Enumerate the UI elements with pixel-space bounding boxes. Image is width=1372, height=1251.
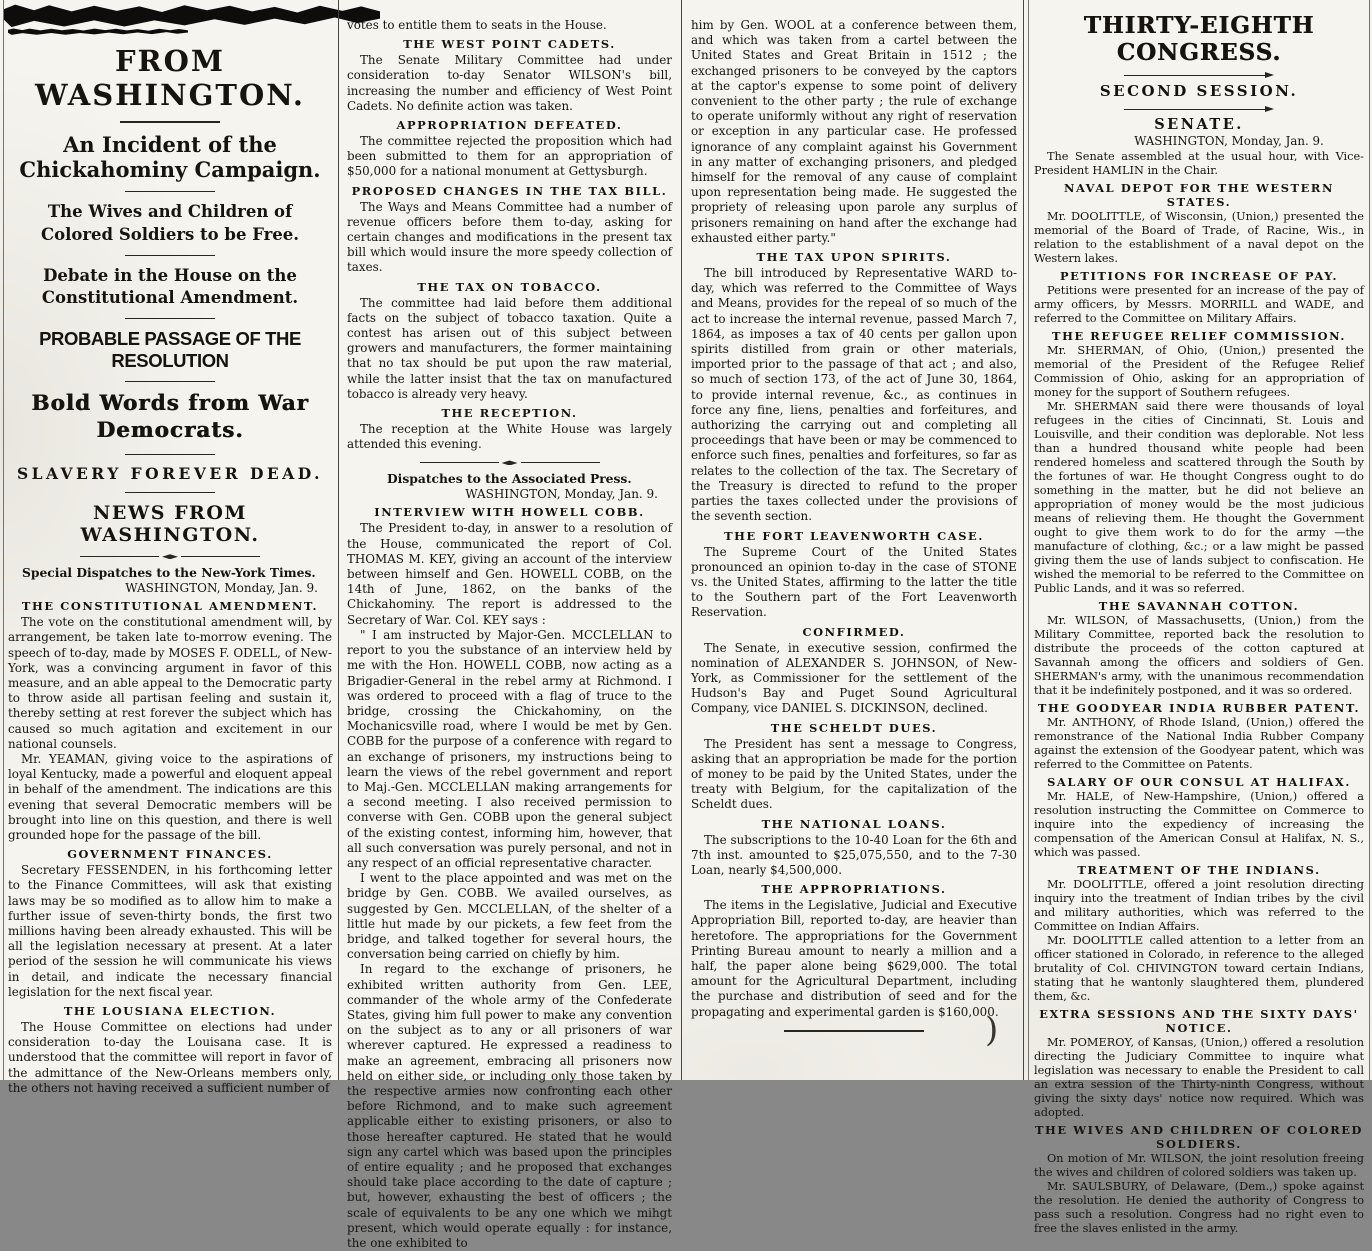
- diamond-rule: [80, 554, 260, 559]
- article-paragraph: The subscriptions to the 10-40 Loan for the 6th and 7th inst. amounted to $25,075,550, and to the 7-30 Loan, nearly $4,500,000.: [691, 832, 1017, 877]
- column-divider-2: [681, 0, 682, 1080]
- masthead-chamber: SENATE.: [1154, 116, 1244, 133]
- column-divider-1: [338, 0, 339, 1080]
- section-heading: TREATMENT OF THE INDIANS.: [1077, 863, 1321, 877]
- article-paragraph: I went to the place appointed and was met on the bridge by Gen. COBB. We availed ourselves, as suggested by Gen. MCCLELLAN, of the shelter of a little hut made by our pickets, a few feet from the bridge, and talked together for several hours, the conversation being carried on chiefly by him.: [347, 871, 672, 962]
- article-paragraph: him by Gen. WOOL at a conference between them, and which was taken from a cartel between the United States and Great Britain in 1512 ; the exchanged prisoners to be conveyed by the captors at the captor's expense to some point of delivery convenient to the other party ; the rule of exchange to operate uniformly without any right of reservation or exception in any particular case. He professed ignorance of any complaint against his Government in any matter of exchanging prisoners, and pledged himself for the removal of any cause of complaint upon representation being made. He suggested the propriety of releasing upon parole any surplus of prisoners remaining on hand after the exchange had exhausted either party.": [691, 18, 1017, 245]
- article-paragraph: The President to-day, in answer to a resolution of the House, communicated the report of Col. THOMAS M. KEY, giving an account of the interview between himself and Gen. HOWELL COBB, on the 14th of June, 1862, on the banks of the Chickahominy. The report is addressed to the Secretary of War. Col. KEY says :: [347, 521, 672, 627]
- dateline: WASHINGTON, Monday, Jan. 9.: [125, 581, 318, 596]
- article-paragraph: In regard to the exchange of prisoners, he exhibited written authority from Gen. LEE, commander of the whole army of the Confederate States, giving him full power to make any convention on the subject as to any or all prisoners of war wherever captured. He expressed a readiness to make an agreement, embracing all prisoners now held on either side, or including only those taken by the respective armies now confronting each other before Richmond, and to make such agreement applicable either to existing prisoners, or also to those hereafter captured. He stated that he would sign any cartel which was based upon the principles of entire equality ; and he proposed that exchanges should take place according to the date of capture ; but, however, exhausting the best of officers ; the scale of equivalents to be any one which we mihgt present, which would operate equally : for instance, the one exhibited to: [347, 962, 672, 1251]
- article-paragraph: Mr. YEAMAN, giving voice to the aspirations of loyal Kentucky, made a powerful and eloquent appeal in behalf of the amendment. The indications are this evening that several Democratic members will be brought into line on this question, and there is well grounded hope for the passage of the bill.: [8, 752, 332, 843]
- article-end-rule: [784, 1030, 924, 1032]
- column-4: [1034, 0, 1364, 1235]
- arrow-rule: [1124, 72, 1274, 78]
- column-1-articles: [8, 599, 332, 1096]
- headline-sub-2: The Wives and Children of Colored Soldiers to be Free.: [40, 202, 300, 244]
- decorative-rule: [125, 492, 215, 493]
- headline-sub-3: Debate in the House on the Constitutional Amendment.: [41, 265, 299, 308]
- column-3: [691, 0, 1017, 1080]
- section-heading: THE TAX UPON SPIRITS.: [756, 250, 952, 265]
- section-heading: SALARY OF OUR CONSUL AT HALIFAX.: [1047, 775, 1351, 789]
- article-paragraph: On motion of Mr. WILSON, the joint resolution freeing the wives and children of colored soldiers was taken up.: [1034, 1152, 1364, 1179]
- article-paragraph: votes to entitle them to seats in the House.: [347, 18, 607, 32]
- stray-scan-mark: ): [985, 1010, 999, 1050]
- arrow-icon: [1265, 72, 1274, 78]
- section-heading: PROPOSED CHANGES IN THE TAX BILL.: [351, 183, 668, 198]
- decorative-rule: [125, 255, 215, 256]
- arrow-rule: [1124, 106, 1274, 112]
- section-heading: THE REFUGEE RELIEF COMMISSION.: [1052, 329, 1346, 343]
- section-heading: GOVERNMENT FINANCES.: [67, 847, 273, 862]
- section-heading: THE APPROPRIATIONS.: [761, 882, 947, 897]
- section-heading: EXTRA SESSIONS AND THE SIXTY DAYS' NOTICE.: [1039, 1007, 1359, 1035]
- decorative-rule: [125, 381, 215, 382]
- section-heading: THE WIVES AND CHILDREN OF COLORED SOLDIERS.: [1034, 1123, 1364, 1151]
- section-heading: THE TAX ON TOBACCO.: [417, 279, 602, 294]
- page-right-edge-rule: [1369, 0, 1370, 1080]
- article-paragraph: Mr. HALE, of New-Hampshire, (Union,) offered a resolution instructing the Committee on Commerce to inquire into the expediency of increasing the compensation of the American Consul at Halifax, N. S., which was passed.: [1034, 790, 1364, 859]
- article-paragraph: The items in the Legislative, Judicial and Executive Appropriation Bill, reported to-day, are heavier than heretofore. The appropriations for the Government Printing Bureau amount to nearly a million and a half, the paper alone being $629,000. The total amount for the Agricultural Department, including the purchase and distribution of seed and for the propagating and experimental garden is $160,000.: [691, 898, 1017, 1019]
- page-left-edge-rule: [3, 0, 4, 1080]
- headline-sub-7: NEWS FROM WASHINGTON.: [80, 502, 260, 547]
- article-paragraph: The Supreme Court of the United States pronounced an opinion to-day in the case of STONE vs. the United States, affirming to the latter the title to the Southern part of the Fort Leavenworth Reservation.: [691, 544, 1017, 620]
- ap-dateline: WASHINGTON, Monday, Jan. 9.: [465, 487, 658, 502]
- section-heading: THE GOODYEAR INDIA RUBBER PATENT.: [1037, 701, 1361, 715]
- headline-sub-1: An Incident of the Chickahominy Campaign.: [19, 132, 321, 183]
- section-heading: THE SCHELDT DUES.: [770, 720, 938, 735]
- masthead-session: SECOND SESSION.: [1099, 82, 1299, 100]
- headline-sub-6: SLAVERY FOREVER DEAD.: [16, 464, 324, 484]
- section-heading: THE CONSTITUTIONAL AMENDMENT.: [21, 599, 319, 614]
- senate-dateline: WASHINGTON, Monday, Jan. 9.: [1134, 134, 1324, 148]
- column-2-articles-bottom: [347, 505, 672, 1251]
- section-heading: THE RECEPTION.: [441, 406, 578, 421]
- headline-sub-4: PROBABLE PASSAGE OF THE RESOLUTION: [39, 328, 301, 372]
- article-paragraph: The Senate, in executive session, confirmed the nomination of ALEXANDER S. JOHNSON, of New-York, as Commissioner for the settlement of the Hudson's Bay and Puget Sound Agricultural Company, vice DANIEL S. DICKINSON, declined.: [691, 640, 1017, 716]
- section-heading: THE WEST POINT CADETS.: [403, 37, 616, 52]
- section-heading: APPROPRIATION DEFEATED.: [396, 118, 623, 133]
- arrow-icon: [1265, 106, 1274, 112]
- diamond-rule: [420, 460, 600, 465]
- article-paragraph: Secretary FESSENDEN, in his forthcoming letter to the Finance Committees, will ask that existing laws may be so modified as to allow him to make a further issue of seven-thirty bonds, the first two millions having been already exhausted. This will be all the legislation necessary at present. At a later period of the session he will communicate his views in detail, and indicate the necessary financial legislation for the next fiscal year.: [8, 863, 332, 999]
- article-paragraph: The committee had laid before them additional facts on the subject of tobacco taxation. Quite a contest has arisen out of this subject between growers and manufacturers, the former maintaining that no tax should be put upon the raw material, while the latter insist that the tax on manufactured tobacco is already very heavy.: [347, 295, 672, 401]
- article-paragraph: Mr. DOOLITTLE, of Wisconsin, (Union,) presented the memorial of the Board of Trade, of Racine, Wis., in relation to the establishment of a naval depot on the Western lakes.: [1034, 210, 1364, 265]
- article-paragraph: " I am instructed by Major-Gen. MCCLELLAN to report to you the substance of an interview held by me with the Hon. HOWELL COBB, now acting as a Brigadier-General in the rebel army at Richmond. I was ordered to proceed with a flag of truce to the bridge, crossing the Chickahominy, on the Mochanicsville road, where I would be met by Gen. COBB for the purpose of a conference with regard to an exchange of prisoners, my instructions being to learn the views of the rebel government and report to Maj.-Gen. MCCLELLAN making arrangements for a second meeting. I also received permission to converse with Gen. COBB upon the general subject of the existing contest, informing him, however, that all such conversation was purely personal, and not in any respect of an official representative character.: [347, 627, 672, 870]
- decorative-rule: [120, 121, 220, 123]
- article-paragraph: Petitions were presented for an increase of the pay of army officers, by Messrs. MORRILL and WADE, and referred to the Committee on Military Affairs.: [1034, 284, 1364, 325]
- diamond-icon: [502, 460, 518, 465]
- column-divider-3b: [1028, 0, 1029, 1080]
- section-heading: THE NATIONAL LOANS.: [761, 816, 947, 831]
- column-divider-3a: [1023, 0, 1024, 1080]
- article-paragraph: The Senate Military Committee had under consideration to-day Senator WILSON's bill, increasing the number and efficiency of West Point Cadets. No definite action was taken.: [347, 53, 672, 113]
- special-dispatch-byline: Special Dispatches to the New-York Times.: [22, 565, 316, 581]
- section-heading: THE SAVANNAH COTTON.: [1098, 599, 1300, 613]
- article-paragraph: The President has sent a message to Congress, asking that an appropriation be made for the portion of money to be paid by the United States, under the treaty with Belgium, for the capitalization of the Scheldt dues.: [691, 736, 1017, 812]
- article-paragraph: Mr. WILSON, of Massachusetts, (Union,) from the Military Committee, reported back the resolution to distribute the proceeds of the cotton captured at Savannah among the officers and soldiers of Gen. SHERMAN's army, with the unanimous recommendation that it be indefinitely postponed, and it was so ordered.: [1034, 614, 1364, 697]
- article-paragraph: Mr. SAULSBURY, of Delaware, (Dem.,) spoke against the resolution. He denied the authority of Congress to pass such a resolution. Congress had no right even to free the slaves enlisted in the army.: [1034, 1180, 1364, 1235]
- article-paragraph: Mr. SHERMAN said there were thousands of loyal refugees in the cities of Cincinnati, St. Louis and Louisville, and their condition was deplorable. Not less than a hundred thousand white people had been rendered homeless and scattered through the South by the fortunes of war. He thought Congress ought to do something in the matter, but he did not believe an appropriation of money would be the most judicious means of relieving them. He thought the Government ought to give them work to do for the army —the manufacture of clothing, &c.; or a law might be passed giving them the use of lands subject to confiscation. He wished the memorial to be referred to the Committee on Public Lands, and it was so referred.: [1034, 400, 1364, 595]
- article-paragraph: The House Committee on elections had under consideration to-day the Louisana case. It is understood that the committee will report in favor of the admittance of the New-Orleans members only, the others not having received a sufficient number of: [8, 1020, 332, 1095]
- article-paragraph: The reception at the White House was largely attended this evening.: [347, 422, 672, 452]
- decorative-rule: [125, 454, 215, 455]
- decorative-rule: [125, 191, 215, 192]
- article-paragraph: Mr. DOOLITTLE, offered a joint resolution directing inquiry into the treatment of Indian tribes by the civil and military authorities, which was referred to the Committee on Indian Affairs.: [1034, 878, 1364, 933]
- headline-sub-5: Bold Words from War Democrats.: [31, 391, 309, 444]
- article-paragraph: Mr. DOOLITTLE called attention to a letter from an officer stationed in Colorado, in reference to the alleged brutality of Col. CHIVINGTON toward certain Indians, stating that he wantonly slaughtered them, plundered them, &c.: [1034, 934, 1364, 1003]
- section-heading: INTERVIEW WITH HOWELL COBB.: [374, 505, 645, 520]
- congress-masthead-title: THIRTY-EIGHTH CONGRESS.: [1083, 12, 1315, 66]
- article-paragraph: The committee rejected the proposition which had been submitted to them for an appropriation of $50,000 for a national monument at Gettysburgh.: [347, 134, 672, 179]
- section-heading: THE LOUSIANA ELECTION.: [63, 1004, 277, 1019]
- column-2-articles-top: [347, 18, 672, 452]
- section-heading: CONFIRMED.: [802, 624, 906, 639]
- article-paragraph: Mr. SHERMAN, of Ohio, (Union,) presented the memorial of the President of the Refugee Relief Commission of Ohio, asking for an appropriation of money for the support of Southern refugees.: [1034, 344, 1364, 399]
- section-heading: NAVAL DEPOT FOR THE WESTERN STATES.: [1064, 181, 1334, 209]
- diamond-icon: [162, 554, 178, 559]
- article-paragraph: The bill introduced by Representative WARD to-day, which was referred to the Committee of Ways and Means, provides for the repeal of so much of the act to increase the internal revenue, passed March 7, 1864, as imposes a tax of 40 cents per gallon upon spirits distilled from grain or other materials, imported prior to the passage of that act ; and also, so much of section 173, of the act of June 30, 1864, to provide internal revenue, &c., as continues in force any fine, liens, penalties and forfeitures, and authorizing the carrying out and completing all proceedings that have been or may be commenced to enforce such fines, penalties and forfeitures, so far as relates to the collection of the tax. The Secretary of the Treasury is directed to refund to the proper parties the taxes collected under the provisions of the seventh section.: [691, 266, 1017, 524]
- article-paragraph: Mr. POMEROY, of Kansas, (Union,) offered a resolution directing the Judiciary Committee to inquire what legislation was necessary to enable the President to call an extra session of the Thirty-ninth Congress, without giving the sixty days' notice now required. Which was adopted.: [1034, 1036, 1364, 1119]
- column-4-articles: [1034, 150, 1364, 1236]
- column-2: [347, 0, 672, 1251]
- article-paragraph: Mr. ANTHONY, of Rhode Island, (Union,) offered the remonstrance of the National India Rubber Company against the extension of the Goodyear patent, which was referred to the Committee on Patents.: [1034, 716, 1364, 771]
- article-paragraph: The Senate assembled at the usual hour, with Vice-President HAMLIN in the Chair.: [1034, 150, 1364, 177]
- column-3-articles: [691, 18, 1017, 1020]
- decorative-rule: [125, 318, 215, 319]
- column-1: [8, 0, 332, 1095]
- ap-dispatch-byline: Dispatches to the Associated Press.: [387, 471, 632, 487]
- headline-main: FROM WASHINGTON.: [35, 44, 305, 112]
- article-paragraph: The Ways and Means Committee had a number of revenue officers before them to-day, asking for certain changes and modifications in the present tax bill which would insure the more speedy collection of taxes.: [347, 199, 672, 275]
- section-heading: THE FORT LEAVENWORTH CASE.: [724, 528, 984, 543]
- section-heading: PETITIONS FOR INCREASE OF PAY.: [1059, 269, 1339, 283]
- article-paragraph: The vote on the constitutional amendment will, by arrangement, be taken late to-morrow evening. The speech of to-day, made by MOSES F. ODELL, of New-York, was a convincing argument in favor of this measure, and an able appeal to the Democratic party to throw aside all partisan feeling and sustain it, thereby setting at rest forever the subject which has caused so much agitation and excitement in our national counsels.: [8, 615, 332, 751]
